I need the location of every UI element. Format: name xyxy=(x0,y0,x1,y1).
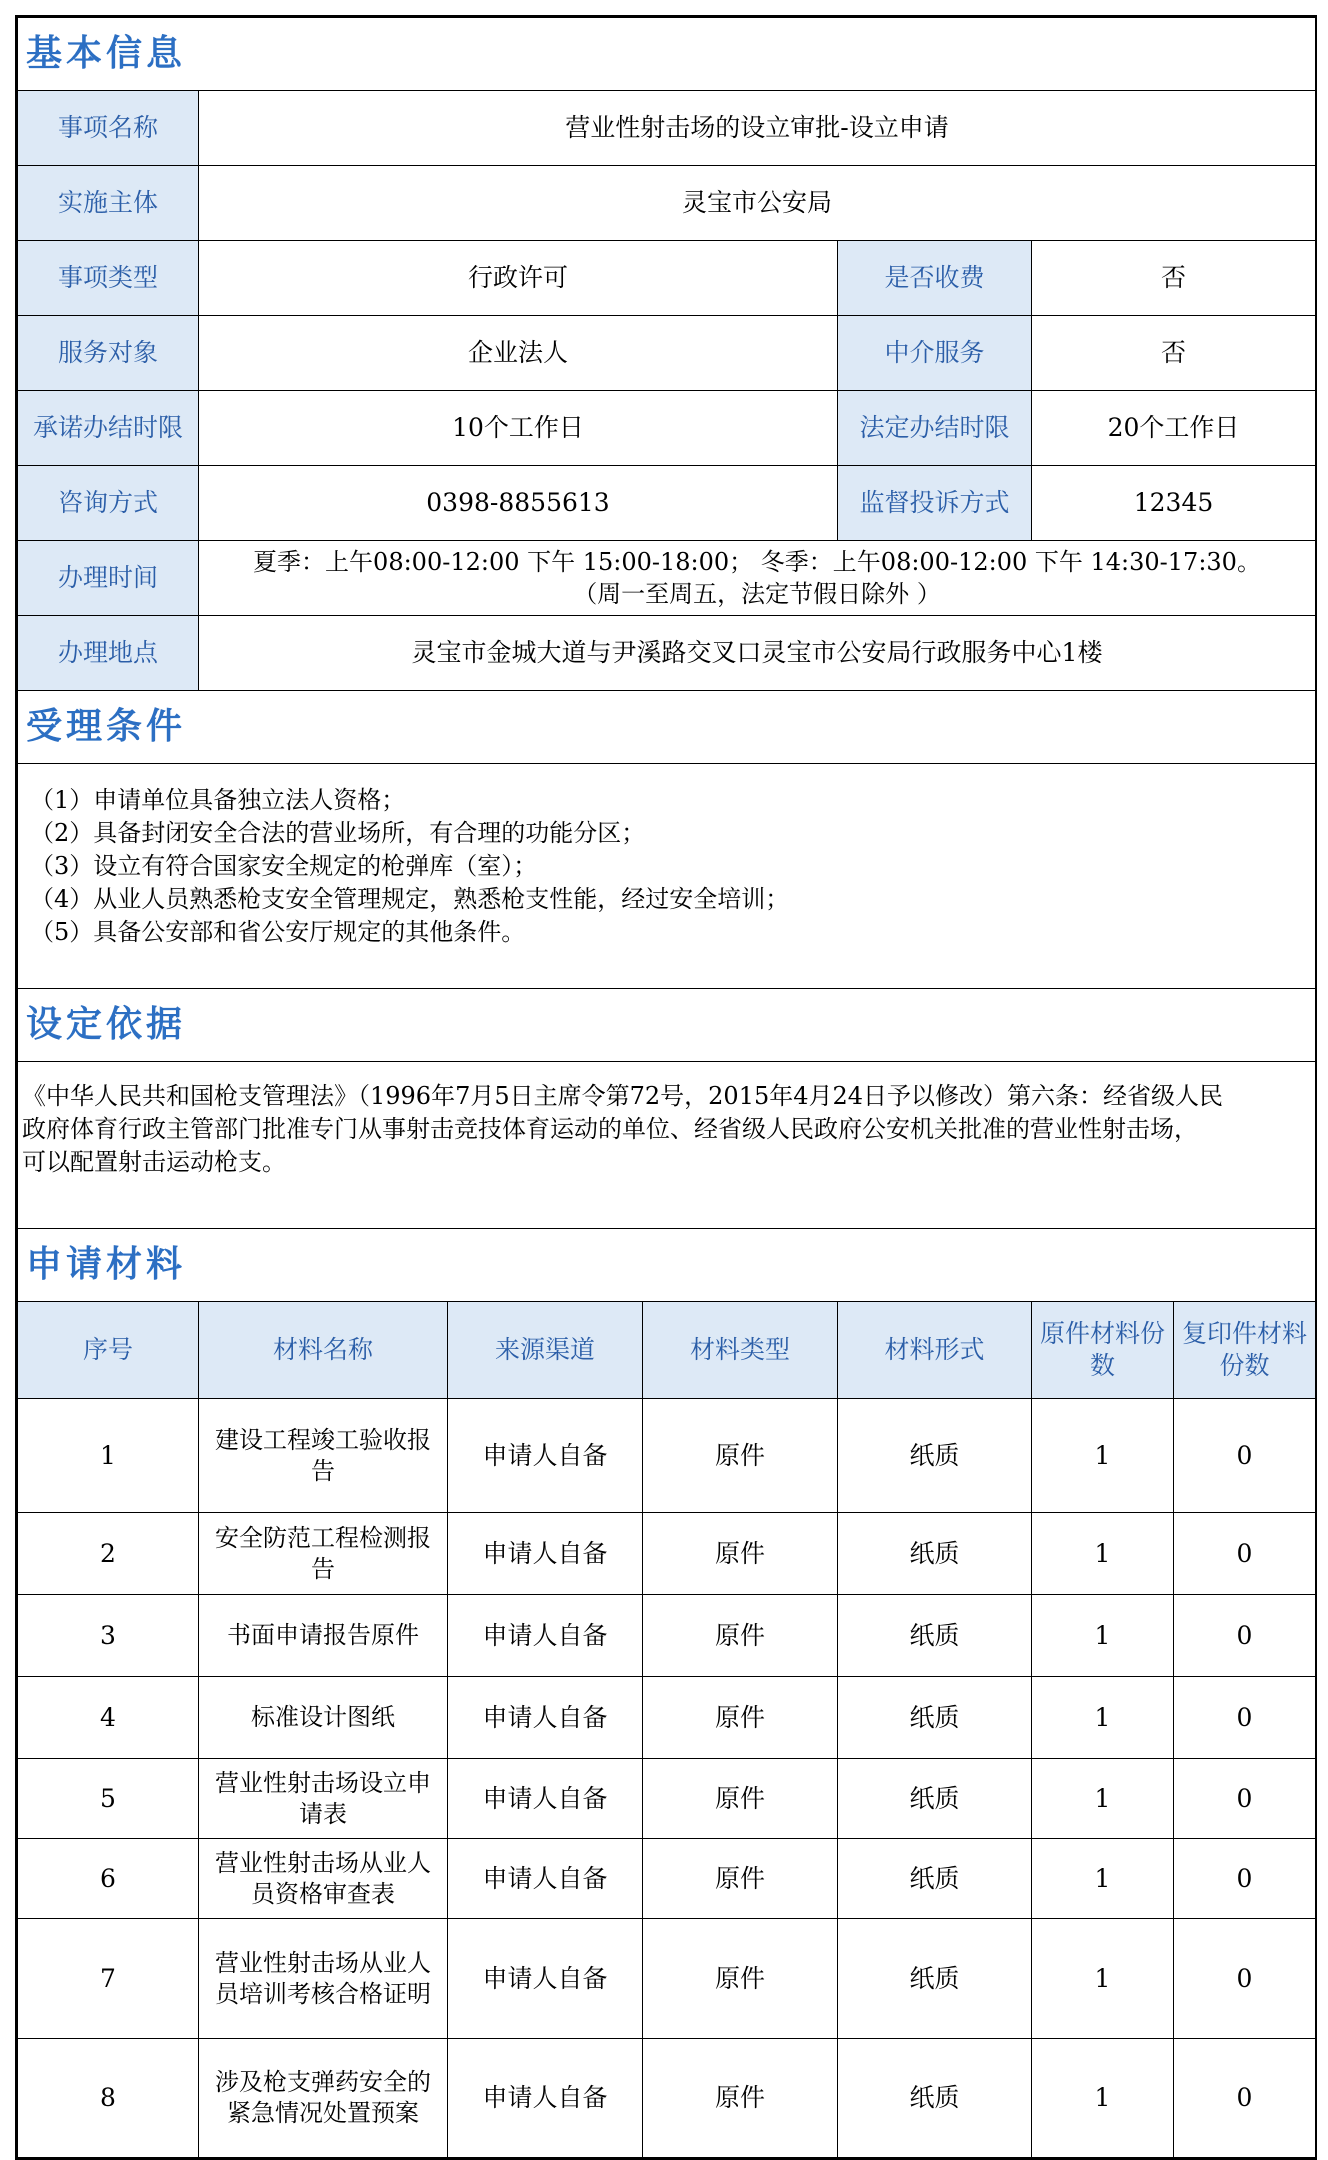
row-copy-count: 0 xyxy=(1174,1399,1316,1513)
fee-value: 否 xyxy=(1032,241,1316,316)
section-title-materials: 申请材料 xyxy=(18,1229,1316,1302)
col-header-no: 序号 xyxy=(18,1302,199,1399)
row-material-name: 营业性射击场设立申 请表 xyxy=(199,1759,448,1839)
section-title-conditions: 受理条件 xyxy=(18,691,1316,764)
row-no: 7 xyxy=(18,1919,199,2039)
service-info-sheet xyxy=(15,15,1317,2160)
row-type: 原件 xyxy=(643,2039,838,2158)
row-material-name: 书面申请报告原件 xyxy=(199,1595,448,1677)
table-row xyxy=(18,1919,1316,2039)
hours-value xyxy=(199,541,1316,616)
section-title-basis: 设定依据 xyxy=(18,989,1316,1062)
row-copy-count: 0 xyxy=(1174,1839,1316,1919)
row-copy-count: 0 xyxy=(1174,1759,1316,1839)
promise-label: 承诺办结时限 xyxy=(18,391,199,466)
col-header-form: 材料形式 xyxy=(838,1302,1032,1399)
row-type: 原件 xyxy=(643,1677,838,1759)
table-row xyxy=(18,1595,1316,1677)
row-original-count: 1 xyxy=(1032,1839,1174,1919)
agency-label: 中介服务 xyxy=(838,316,1032,391)
row-no: 3 xyxy=(18,1595,199,1677)
row-original-count: 1 xyxy=(1032,1513,1174,1595)
row-type: 原件 xyxy=(643,1595,838,1677)
row-no: 2 xyxy=(18,1513,199,1595)
row-original-count: 1 xyxy=(1032,1919,1174,2039)
item-name-value: 营业性射击场的设立审批-设立申请 xyxy=(199,91,1316,166)
col-header-original-line: 原件材料份 xyxy=(1039,1319,1165,1348)
target-label: 服务对象 xyxy=(18,316,199,391)
row-no: 1 xyxy=(18,1399,199,1513)
complaint-value: 12345 xyxy=(1032,466,1316,541)
hours-line-2: （周一至周五，法定节假日除外 ） xyxy=(573,580,941,608)
row-copy-count: 0 xyxy=(1174,1595,1316,1677)
row-source: 申请人自备 xyxy=(448,2039,643,2158)
col-header-original-line: 数 xyxy=(1089,1351,1115,1380)
consult-value: 0398-8855613 xyxy=(199,466,838,541)
row-original-count: 1 xyxy=(1032,1759,1174,1839)
row-material-name: 标准设计图纸 xyxy=(199,1677,448,1759)
row-source: 申请人自备 xyxy=(448,1759,643,1839)
address-value: 灵宝市金城大道与尹溪路交叉口灵宝市公安局行政服务中心1楼 xyxy=(199,616,1316,691)
row-copy-count: 0 xyxy=(1174,1677,1316,1759)
row-source: 申请人自备 xyxy=(448,1513,643,1595)
type-value: 行政许可 xyxy=(199,241,838,316)
condition-item: （4）从业人员熟悉枪支安全管理规定，熟悉枪支性能，经过安全培训； xyxy=(30,885,790,913)
row-material-name: 建设工程竣工验收报 告 xyxy=(199,1399,448,1513)
col-header-source: 来源渠道 xyxy=(448,1302,643,1399)
condition-item: （5）具备公安部和省公安厅规定的其他条件。 xyxy=(30,918,526,946)
fee-label: 是否收费 xyxy=(838,241,1032,316)
table-row xyxy=(18,2039,1316,2158)
item-name-label: 事项名称 xyxy=(18,91,199,166)
legal-value: 20个工作日 xyxy=(1032,391,1316,466)
row-form: 纸质 xyxy=(838,1399,1032,1513)
row-no: 5 xyxy=(18,1759,199,1839)
basis-line: 政府体育行政主管部门批准专门从事射击竞技体育运动的单位、经省级人民政府公安机关批准的营业性射击场， xyxy=(22,1115,1198,1143)
row-source: 申请人自备 xyxy=(448,1839,643,1919)
row-no: 4 xyxy=(18,1677,199,1759)
condition-item: （3）设立有符合国家安全规定的枪弹库（室）； xyxy=(30,852,538,880)
row-type: 原件 xyxy=(643,1759,838,1839)
row-no: 8 xyxy=(18,2039,199,2158)
conditions-list xyxy=(18,764,1316,989)
row-form: 纸质 xyxy=(838,1513,1032,1595)
promise-value: 10个工作日 xyxy=(199,391,838,466)
row-original-count: 1 xyxy=(1032,1677,1174,1759)
col-header-name: 材料名称 xyxy=(199,1302,448,1399)
condition-item: （1）申请单位具备独立法人资格； xyxy=(30,786,406,814)
row-source: 申请人自备 xyxy=(448,1595,643,1677)
row-original-count: 1 xyxy=(1032,1595,1174,1677)
condition-item: （2）具备封闭安全合法的营业场所，有合理的功能分区； xyxy=(30,819,646,847)
info-table xyxy=(17,17,1316,2158)
row-type: 原件 xyxy=(643,1399,838,1513)
subject-label: 实施主体 xyxy=(18,166,199,241)
row-material-name: 营业性射击场从业人 员资格审查表 xyxy=(199,1839,448,1919)
section-title-basic: 基本信息 xyxy=(18,18,1316,91)
type-label: 事项类型 xyxy=(18,241,199,316)
row-material-name: 涉及枪支弹药安全的 紧急情况处置预案 xyxy=(199,2039,448,2158)
col-header-copy-line: 份数 xyxy=(1219,1351,1270,1380)
materials-header-row xyxy=(18,1302,1316,1399)
agency-value: 否 xyxy=(1032,316,1316,391)
col-header-copy-count xyxy=(1174,1302,1316,1399)
row-type: 原件 xyxy=(643,1513,838,1595)
col-header-original-count xyxy=(1032,1302,1174,1399)
row-copy-count: 0 xyxy=(1174,2039,1316,2158)
row-original-count: 1 xyxy=(1032,2039,1174,2158)
target-value: 企业法人 xyxy=(199,316,838,391)
table-row xyxy=(18,1399,1316,1513)
legal-label: 法定办结时限 xyxy=(838,391,1032,466)
row-copy-count: 0 xyxy=(1174,1513,1316,1595)
table-row xyxy=(18,1513,1316,1595)
row-source: 申请人自备 xyxy=(448,1677,643,1759)
consult-label: 咨询方式 xyxy=(18,466,199,541)
row-type: 原件 xyxy=(643,1839,838,1919)
row-material-name: 营业性射击场从业人 员培训考核合格证明 xyxy=(199,1919,448,2039)
row-copy-count: 0 xyxy=(1174,1919,1316,2039)
address-label: 办理地点 xyxy=(18,616,199,691)
row-form: 纸质 xyxy=(838,1919,1032,2039)
basis-line: 可以配置射击运动枪支。 xyxy=(22,1148,286,1176)
col-header-type: 材料类型 xyxy=(643,1302,838,1399)
row-type: 原件 xyxy=(643,1919,838,2039)
basis-text xyxy=(18,1062,1316,1229)
hours-label: 办理时间 xyxy=(18,541,199,616)
row-form: 纸质 xyxy=(838,1595,1032,1677)
row-form: 纸质 xyxy=(838,1759,1032,1839)
row-no: 6 xyxy=(18,1839,199,1919)
table-row xyxy=(18,1677,1316,1759)
table-row xyxy=(18,1759,1316,1839)
row-material-name: 安全防范工程检测报 告 xyxy=(199,1513,448,1595)
subject-value: 灵宝市公安局 xyxy=(199,166,1316,241)
row-form: 纸质 xyxy=(838,1839,1032,1919)
row-form: 纸质 xyxy=(838,2039,1032,2158)
col-header-copy-line: 复印件材料 xyxy=(1182,1319,1308,1348)
table-row xyxy=(18,1839,1316,1919)
hours-line-1: 夏季：上午08:00-12:00 下午 15:00-18:00； 冬季：上午08:00-12:00 下午 14:30-17:30。 xyxy=(253,548,1261,576)
row-original-count: 1 xyxy=(1032,1399,1174,1513)
row-form: 纸质 xyxy=(838,1677,1032,1759)
row-source: 申请人自备 xyxy=(448,1399,643,1513)
row-source: 申请人自备 xyxy=(448,1919,643,2039)
basis-line: 《中华人民共和国枪支管理法》（1996年7月5日主席令第72号，2015年4月24日予以修改）第六条：经省级人民 xyxy=(22,1082,1224,1110)
complaint-label: 监督投诉方式 xyxy=(838,466,1032,541)
